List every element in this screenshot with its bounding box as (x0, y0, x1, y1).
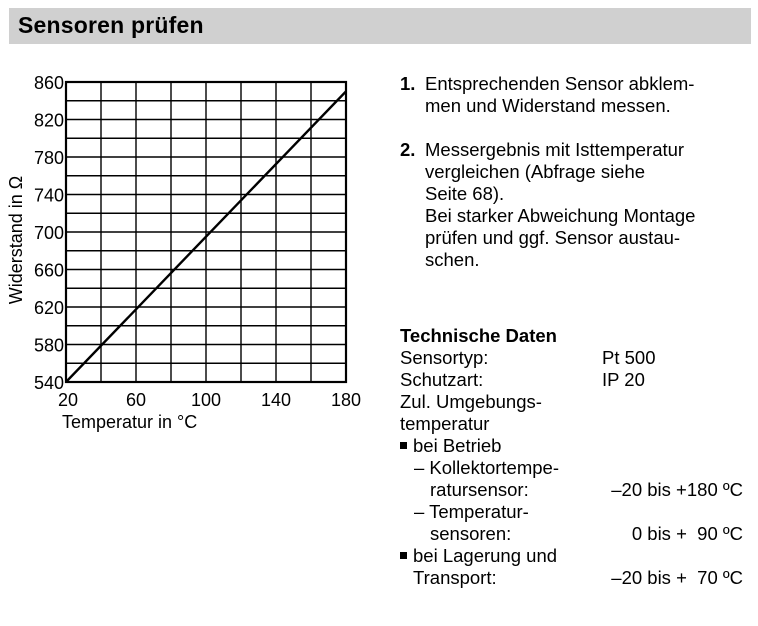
kollektor-label-2: ratursensor: (430, 479, 529, 500)
y-tick-label: 860 (33, 73, 64, 93)
technical-data-title: Technische Daten (400, 325, 557, 346)
x-tick-label: 60 (125, 390, 147, 410)
sensortyp-value: Pt 500 (602, 347, 656, 368)
bullet-icon (400, 442, 407, 449)
schutzart-row (400, 369, 755, 391)
sensortyp-label: Sensortyp: (400, 347, 489, 368)
y-tick-label: 740 (33, 185, 64, 206)
resistance-chart (0, 60, 390, 460)
schutzart-label: Schutzart: (400, 369, 484, 390)
step-text: Messergebnis mit Isttemperatur vergleichen (Abfrage siehe Seite 68). Bei starker Abweichung Montage prüfen und ggf. Sensor austau- schen. (425, 139, 696, 270)
umgebung-row-1 (400, 391, 755, 413)
umgebung-label-2: temperatur (400, 413, 490, 434)
instructions (400, 73, 755, 293)
y-tick-label: 660 (33, 260, 64, 281)
x-tick-label: 180 (330, 390, 362, 410)
x-axis-label: Temperatur in °C (62, 412, 198, 432)
umgebung-label-1: Zul. Umgebungs- (400, 391, 542, 412)
lager-row-1 (400, 545, 755, 567)
lager-label-2: Transport: (413, 567, 497, 588)
technical-data (400, 325, 755, 589)
temp-value: 0 bis + 90 ºC (631, 523, 743, 544)
step-2 (400, 139, 755, 271)
section-header (9, 8, 751, 44)
y-tick-label: 620 (33, 298, 64, 318)
temp-label-1: – Temperatur- (414, 501, 529, 522)
y-tick-label: 820 (33, 110, 64, 131)
kollektor-row-1 (400, 457, 755, 479)
lager-row-2 (400, 567, 755, 589)
page-title: Sensoren prüfen (18, 12, 204, 38)
betrieb-row (400, 435, 755, 457)
temp-row-1 (400, 501, 755, 523)
bullet-icon (400, 552, 407, 559)
y-axis-label: Widerstand in Ω (6, 175, 26, 305)
temp-row-2 (400, 523, 755, 545)
step-text: Entsprechenden Sensor abklem- men und Widerstand messen. (425, 73, 695, 116)
kollektor-row-2 (400, 479, 755, 501)
y-tick-label: 700 (33, 223, 64, 243)
step-number: 2. (400, 139, 416, 160)
y-tick-label: 580 (33, 335, 64, 356)
y-tick-label: 540 (33, 373, 64, 393)
sensortyp-row (400, 347, 755, 369)
x-tick-label: 20 (58, 390, 79, 410)
x-tick-label: 100 (190, 390, 222, 410)
x-tick-label: 140 (260, 390, 292, 410)
lager-label-1: bei Lagerung und (413, 545, 558, 566)
umgebung-row-2 (400, 413, 755, 435)
kollektor-value: –20 bis +180 ºC (611, 479, 743, 500)
kollektor-label-1: – Kollektortempe- (414, 457, 559, 478)
y-tick-label: 780 (33, 148, 64, 168)
schutzart-value: IP 20 (602, 369, 645, 390)
temp-label-2: sensoren: (430, 523, 512, 544)
step-number: 1. (400, 73, 416, 94)
step-1 (400, 73, 755, 117)
lager-value: –20 bis + 70 ºC (611, 567, 743, 588)
betrieb-label: bei Betrieb (413, 435, 502, 456)
